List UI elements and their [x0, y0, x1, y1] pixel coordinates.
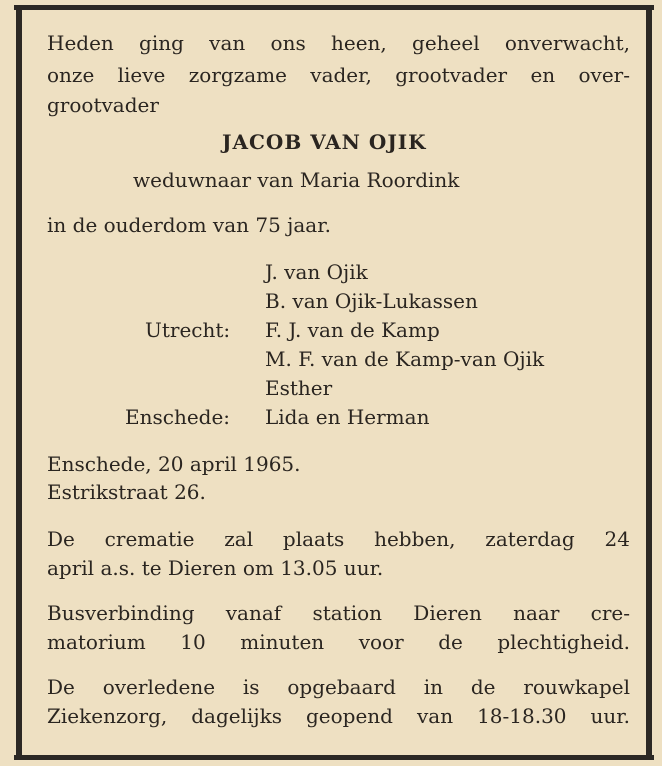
intro-line: grootvader [47, 93, 159, 117]
address-line: Estrikstraat 26. [47, 480, 206, 504]
cremation-line: De crematie zal plaats hebben, zaterdag 24 [47, 527, 630, 551]
family-name: J. van Ojik [265, 260, 368, 284]
family-name: Lida en Herman [265, 405, 430, 429]
viewing-line: De overledene is opgebaard in de rouwkapel [47, 675, 630, 699]
intro-line: onze lieve zorgzame vader, grootvader en over- [47, 63, 630, 87]
family-name: M. F. van de Kamp-van Ojik [265, 347, 545, 371]
bus-line: matorium 10 minuten voor de plechtigheid. [47, 630, 630, 654]
family-place: Enschede: [125, 405, 231, 429]
family-name: Esther [265, 376, 333, 400]
family-name: F. J. van de Kamp [265, 318, 440, 342]
border-right [646, 5, 652, 760]
intro-line: Heden ging van ons heen, geheel onverwacht, [47, 31, 630, 55]
bus-line: Busverbinding vanaf station Dieren naar cre- [47, 601, 630, 625]
cremation-line: april a.s. te Dieren om 13.05 uur. [47, 556, 384, 580]
family-name: B. van Ojik-Lukassen [265, 289, 478, 313]
viewing-line: Ziekenzorg, dagelijks geopend van 18-18.30 uur. [47, 704, 630, 728]
border-bottom [14, 755, 654, 760]
address-line: Enschede, 20 april 1965. [47, 452, 301, 476]
family-place: Utrecht: [145, 318, 231, 342]
border-top [14, 5, 654, 10]
widower-line: weduwnaar van Maria Roordink [133, 168, 460, 192]
border-left [16, 5, 22, 760]
age-line: in de ouderdom van 75 jaar. [47, 213, 331, 237]
deceased-name: JACOB VAN OJIK [222, 130, 427, 154]
